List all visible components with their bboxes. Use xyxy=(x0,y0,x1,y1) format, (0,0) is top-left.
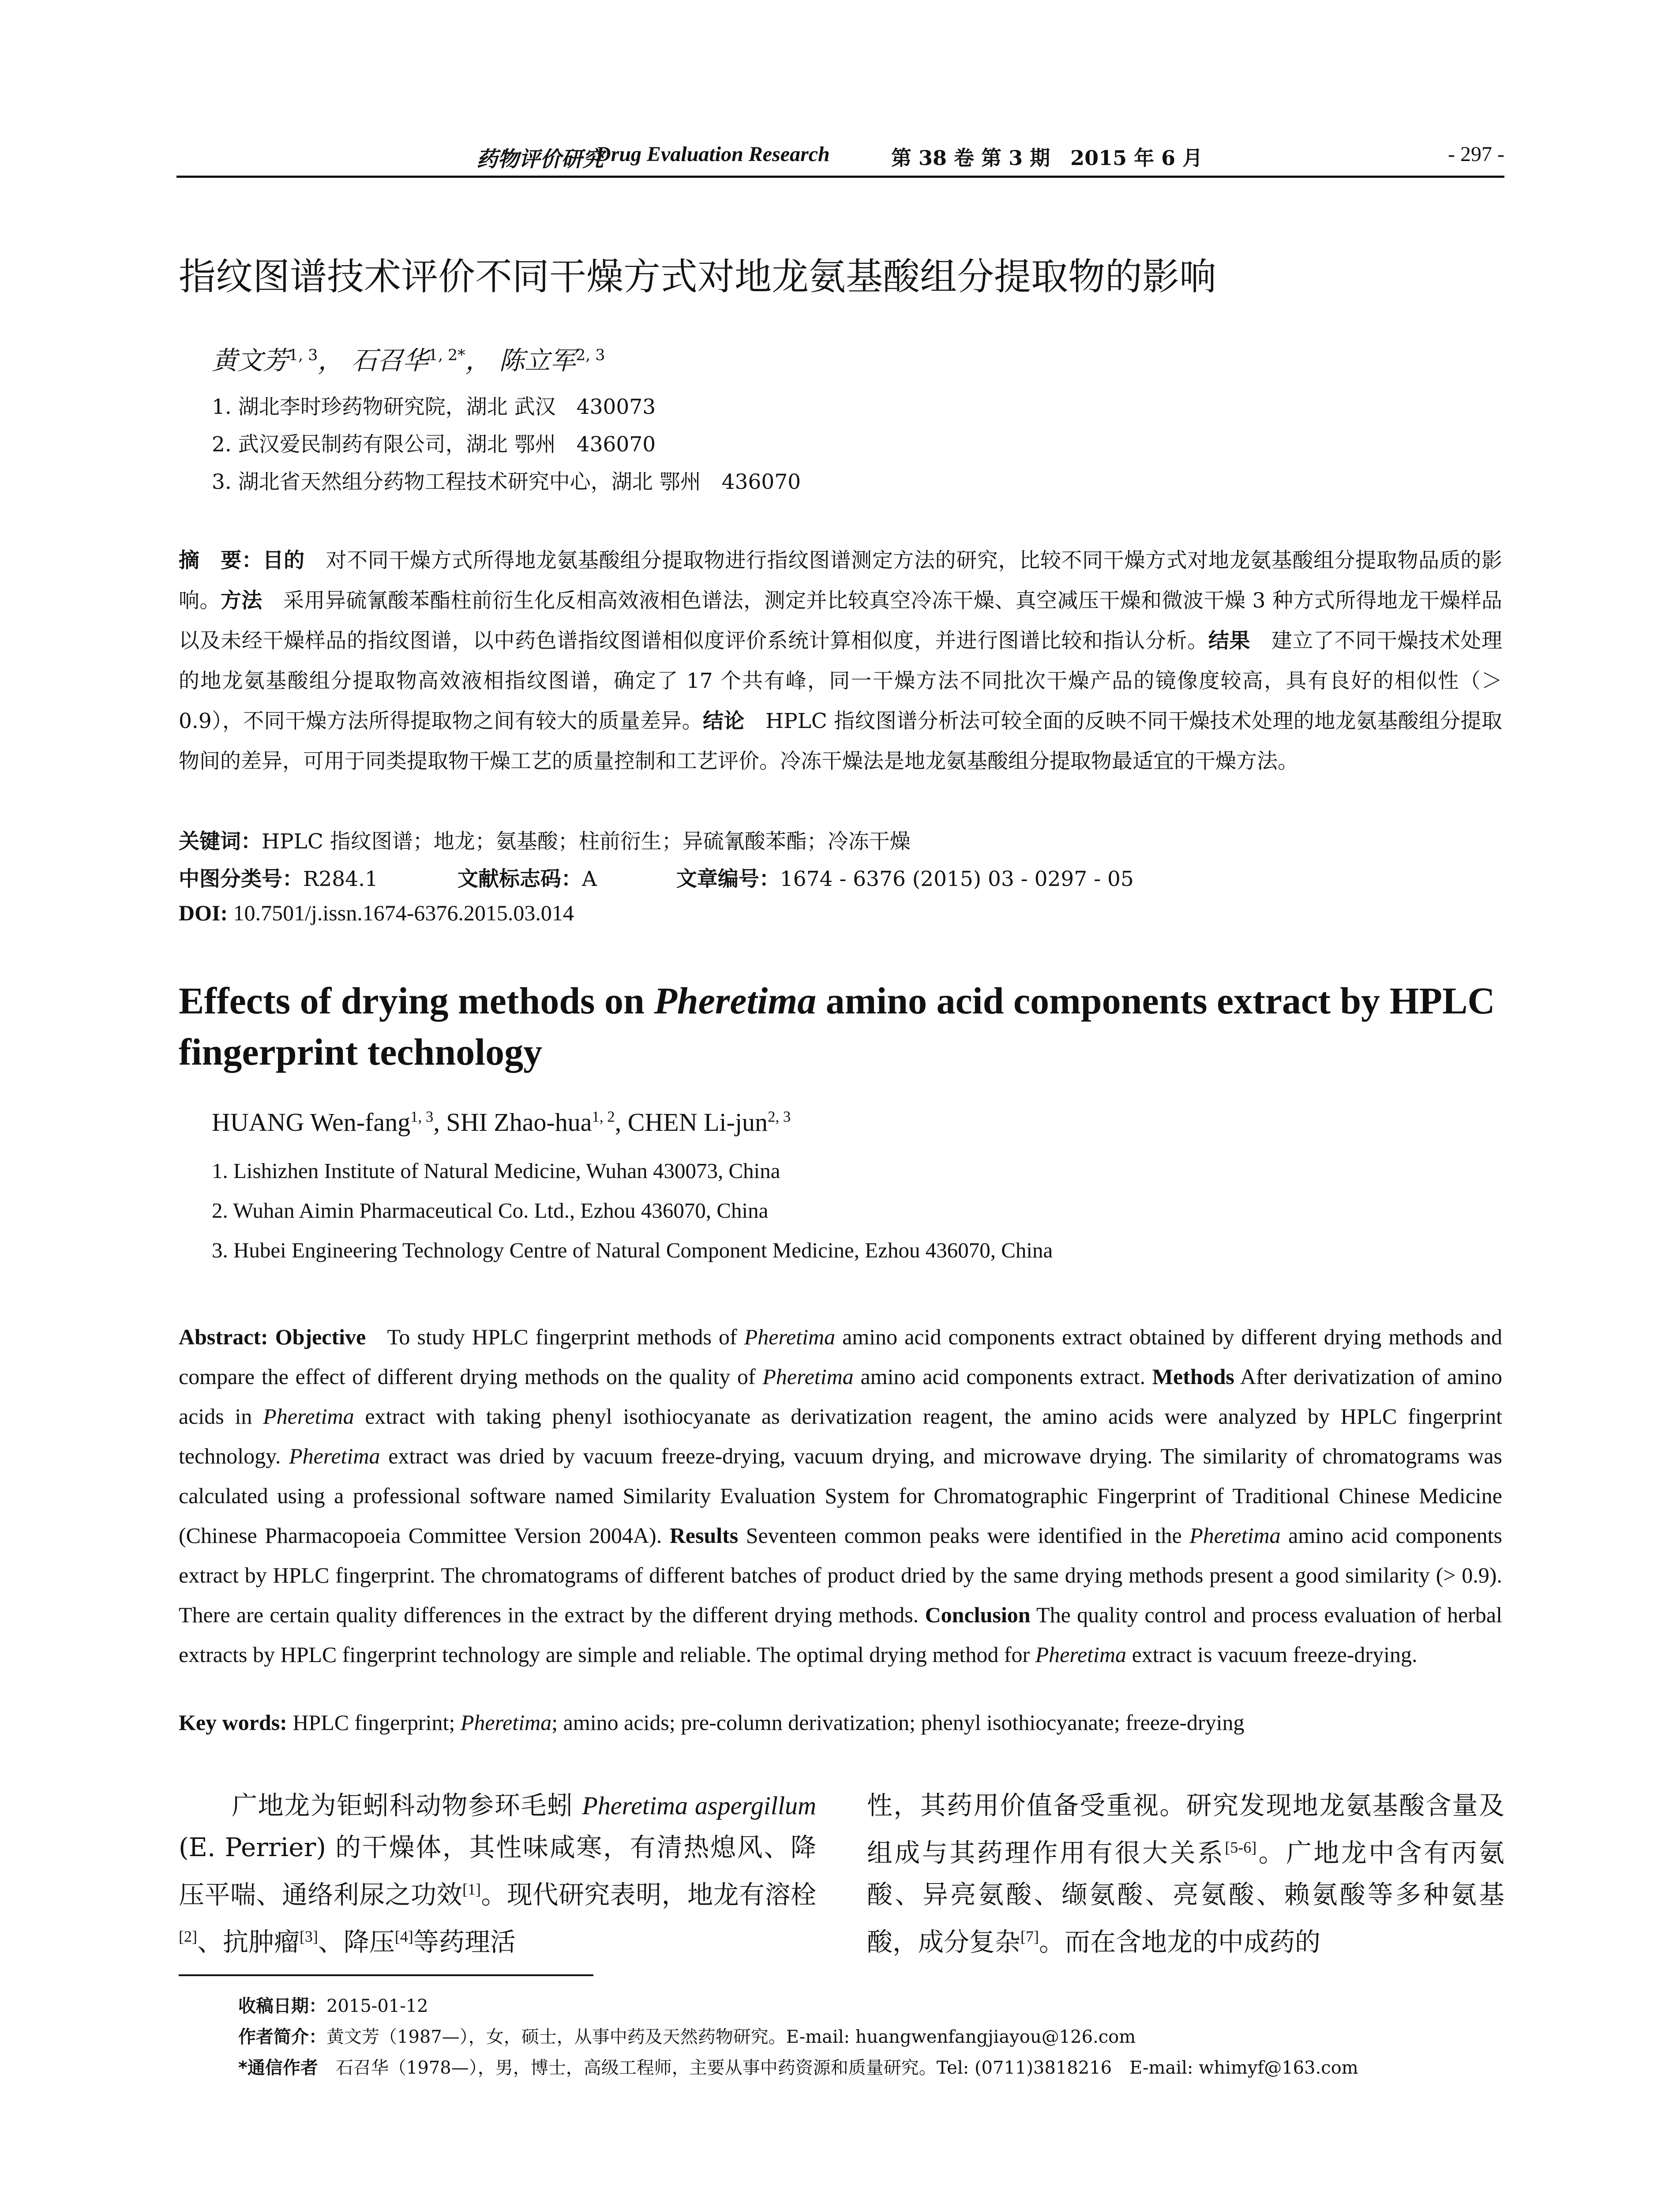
objective-en-italic-2: Pheretima xyxy=(762,1364,854,1389)
title-en-part1: Effects of drying methods on xyxy=(179,979,654,1022)
author-en-3-sup: 2, 3 xyxy=(768,1108,791,1126)
methods-cn: 采用异硫氰酸苯酯柱前衍生化反相高效液相色谱法，测定并比较真空冷冻干燥、真空减压干燥和微波干燥 3 种方式所得地龙干燥样品以及未经干燥样品的指纹图谱，以中药色谱指纹图谱相似度评价系统计算相似度，并进行图谱比较和指认分析。 xyxy=(179,589,1503,653)
keywords-en-text-2: ; amino acids; pre-column derivatization; phenyl isothiocyanate; freeze-drying xyxy=(551,1710,1245,1735)
body-column-left xyxy=(179,1785,816,1963)
abstract-en-label: Abstract: Objective xyxy=(179,1324,366,1349)
abstract-en xyxy=(179,1317,1502,1674)
author-cn-3: 陈立军 xyxy=(499,345,576,375)
body-left-text-6: 等药理活 xyxy=(413,1927,516,1957)
body-left-text-3: 。现代研究表明，地龙有溶栓 xyxy=(481,1880,816,1910)
doi-value: 10.7501/j.issn.1674-6376.2015.03.014 xyxy=(233,900,574,925)
footnote-corresponding xyxy=(238,2054,1358,2079)
author-en-3: , CHEN Li-jun xyxy=(615,1108,768,1137)
results-en-label: Results xyxy=(669,1523,739,1548)
affiliation-cn-1: 1. 湖北李时珍药物研究院，湖北 武汉 430073 xyxy=(212,395,656,419)
methods-en-text-2: extract with taking phenyl isothiocyanate as derivatization reagent, the amino acids were analyzed by HPLC fingerprint technology. xyxy=(179,1404,1502,1468)
objective-en-text-2: amino acid components extract obtained by different drying methods and compare the effect of different drying methods on the quality of xyxy=(179,1324,1502,1389)
keywords-en-italic: Pheretima xyxy=(460,1710,552,1735)
methods-en-label: Methods xyxy=(1152,1364,1234,1389)
conclusion-cn: HPLC 指纹图谱分析法可较全面的反映不同干燥技术处理的地龙氨基酸组分提取物间的差异，可用于同类提取物干燥工艺的质量控制和工艺评价。冷冻干燥法是地龙氨基酸组分提取物最适宜的干燥方法。 xyxy=(179,709,1503,773)
methods-en-italic-1: Pheretima xyxy=(263,1404,354,1429)
page-number: - 297 - xyxy=(1448,143,1504,166)
doi-label: DOI: xyxy=(179,900,228,925)
footnote-author xyxy=(238,2023,1136,2048)
body-column-right xyxy=(867,1785,1504,1963)
objective-en-text-3: amino acid components extract. xyxy=(853,1364,1152,1389)
citation-3: [3] xyxy=(299,1928,318,1946)
corresponding-label: *通信作者 xyxy=(238,2058,318,2078)
results-cn-label: 结果 xyxy=(1208,629,1251,653)
corresponding-author: 石召华（1978—），男，博士，高级工程师，主要从事中药资源和质量研究。Tel: (0711)3818216 E-mail: whimyf@163.com xyxy=(318,2058,1358,2078)
conclusion-en-text-2: extract is vacuum freeze-drying. xyxy=(1126,1642,1418,1667)
received-label: 收稿日期： xyxy=(238,1996,326,2016)
body-left-italic: Pheretima aspergillum xyxy=(582,1791,816,1820)
keywords-cn-label: 关键词： xyxy=(179,829,262,854)
author-en-2-sup: 1, 2 xyxy=(592,1108,615,1126)
keywords-en xyxy=(179,1710,1245,1735)
affiliation-en-2: 2. Wuhan Aimin Pharmaceutical Co. Ltd., Ezhou 436070, China xyxy=(212,1198,769,1223)
results-en-text-1: Seventeen common peaks were identified in the xyxy=(738,1523,1190,1548)
doc-code-value: A xyxy=(581,867,597,891)
author-en-1: HUANG Wen-fang xyxy=(212,1108,411,1137)
body-left-text-2: (E. Perrier) 的干燥体，其性味咸寒，有清热熄风、降压平喘、通络利尿之功效 xyxy=(179,1832,816,1910)
results-en-italic-1: Pheretima xyxy=(1189,1523,1281,1548)
author-cn-1: 黄文芳 xyxy=(212,345,289,375)
doc-code-label: 文献标志码： xyxy=(457,867,582,891)
footnote-received xyxy=(238,1992,428,2017)
doi-line xyxy=(179,900,574,926)
methods-cn-label: 方法 xyxy=(220,589,262,613)
clc-value: R284.1 xyxy=(303,867,378,891)
body-left-text-1: 广地龙为钜蚓科动物参环毛蚓 xyxy=(232,1790,582,1820)
methods-en-italic-2: Pheretima xyxy=(289,1444,380,1468)
citation-4: [4] xyxy=(394,1928,413,1946)
keywords-en-text-1: HPLC fingerprint; xyxy=(287,1710,461,1735)
body-right-text-2: 。广地龙中含有丙氨酸、异亮氨酸、缬氨酸、亮氨酸、赖氨酸等多种氨基酸，成分复杂 xyxy=(867,1838,1504,1957)
abstract-cn-label: 摘 要： xyxy=(179,548,263,573)
keywords-cn xyxy=(179,825,911,855)
affiliation-en-1: 1. Lishizhen Institute of Natural Medicine, Wuhan 430073, China xyxy=(212,1159,780,1183)
title-en-part2: amino acid components extract by HPLC fingerprint technology xyxy=(179,979,1495,1073)
author-cn-2: 石召华 xyxy=(351,345,428,375)
article-no-value: 1674 - 6376 (2015) 03 - 0297 - 05 xyxy=(780,867,1134,891)
author-bio-label: 作者简介： xyxy=(238,2027,326,2047)
issue-info: 第 38 卷 第 3 期 2015 年 6 月 xyxy=(891,146,1203,170)
objective-cn: 对不同干燥方式所得地龙氨基酸组分提取物进行指纹图谱测定方法的研究，比较不同干燥方式对地龙氨基酸组分提取物品质的影响。 xyxy=(179,548,1503,613)
footnote-rule xyxy=(179,1974,593,1976)
authors-en xyxy=(212,1107,791,1137)
classification-line xyxy=(179,863,1134,892)
affiliation-en-3: 3. Hubei Engineering Technology Centre of Natural Component Medicine, Ezhou 436070, China xyxy=(212,1238,1053,1262)
methods-en-text-1: After derivatization of amino acids in xyxy=(179,1364,1502,1429)
title-en-italic: Pheretima xyxy=(654,979,817,1022)
keywords-cn-text: HPLC 指纹图谱；地龙；氨基酸；柱前衍生；异硫氰酸苯酯；冷冻干燥 xyxy=(262,829,911,854)
running-header xyxy=(176,142,1504,176)
author-en-2: , SHI Zhao-hua xyxy=(433,1108,592,1137)
author-bio: 黄文芳（1987—），女，硕士，从事中药及天然药物研究。E-mail: huangwenfangjiayou@126.com xyxy=(326,2027,1136,2047)
journal-logo-cn: 药物评价研究 xyxy=(476,147,604,172)
body-left-text-5: 、降压 xyxy=(318,1927,395,1957)
author-cn-3-sup: 2, 3 xyxy=(576,346,605,364)
results-en-text-2: amino acid components extract by HPLC fingerprint. The chromatograms of different batches of product dried by the same drying methods present a good similarity (> 0.9). There are certain quality differences in the extract by the different drying methods. xyxy=(179,1523,1502,1627)
conclusion-en-italic-1: Pheretima xyxy=(1035,1642,1127,1667)
abstract-cn xyxy=(179,540,1502,781)
body-right-text-3: 。而在含地龙的中成药的 xyxy=(1039,1927,1320,1957)
objective-cn-label: 目的 xyxy=(262,548,305,573)
body-right-text-1: 性，其药用价值备受重视。研究发现地龙氨基酸含量及组成与其药理作用有很大关系 xyxy=(867,1790,1504,1868)
header-rule xyxy=(176,176,1504,178)
results-cn: 建立了不同干燥技术处理的地龙氨基酸组分提取物高效液相指纹图谱，确定了 17 个共有峰，同一干燥方法不同批次干燥产品的镜像度较高，具有良好的相似性（＞0.9），不同干燥方法所得提取物之间有较大的质量差异。 xyxy=(179,629,1503,733)
author-cn-1-sup: 1, 3 xyxy=(289,346,318,364)
citation-5-6: [5-6] xyxy=(1225,1838,1257,1856)
keywords-en-label: Key words: xyxy=(179,1710,287,1735)
objective-en-italic-1: Pheretima xyxy=(744,1324,836,1349)
affiliation-cn-2: 2. 武汉爱民制药有限公司，湖北 鄂州 436070 xyxy=(212,432,656,457)
author-cn-2-sup: 1, 2* xyxy=(428,346,465,364)
conclusion-en-label: Conclusion xyxy=(925,1602,1031,1627)
title-en xyxy=(179,975,1502,1077)
author-en-1-sup: 1, 3 xyxy=(410,1108,434,1126)
affiliation-cn-3: 3. 湖北省天然组分药物工程技术研究中心，湖北 鄂州 436070 xyxy=(212,470,801,494)
conclusion-cn-label: 结论 xyxy=(703,709,745,733)
authors-cn: 黄文芳$^{1, 3}$， 石召华$^{1, 2*}$， 陈立军$^{2, 3}$ xyxy=(212,345,605,375)
article-no-label: 文章编号： xyxy=(676,867,780,891)
conclusion-en-text-1: The quality control and process evaluation of herbal extracts by HPLC fingerprint technology are simple and reliable. The optimal drying method for xyxy=(179,1602,1503,1667)
citation-2: [2] xyxy=(179,1928,197,1946)
clc-label: 中图分类号： xyxy=(179,867,303,891)
citation-7: [7] xyxy=(1020,1928,1039,1946)
body-left-text-4: 、抗肿瘤 xyxy=(197,1927,300,1957)
citation-1: [1] xyxy=(462,1880,481,1898)
title-cn: 指纹图谱技术评价不同干燥方式对地龙氨基酸组分提取物的影响 xyxy=(179,255,1217,298)
methods-en-text-3: extract was dried by vacuum freeze-drying, vacuum drying, and microwave drying. The similarity of chromatograms was calculated using a professional software named Similarity Evaluation System for Chromatographic Fingerprint of Traditional Chinese Medicine (Chinese Pharmacopoeia Committee Version 2004A). xyxy=(179,1444,1503,1548)
journal-name: Drug Evaluation Research xyxy=(596,143,830,166)
objective-en-text-1: To study HPLC fingerprint methods of xyxy=(387,1324,744,1349)
received-date: 2015-01-12 xyxy=(326,1996,428,2016)
